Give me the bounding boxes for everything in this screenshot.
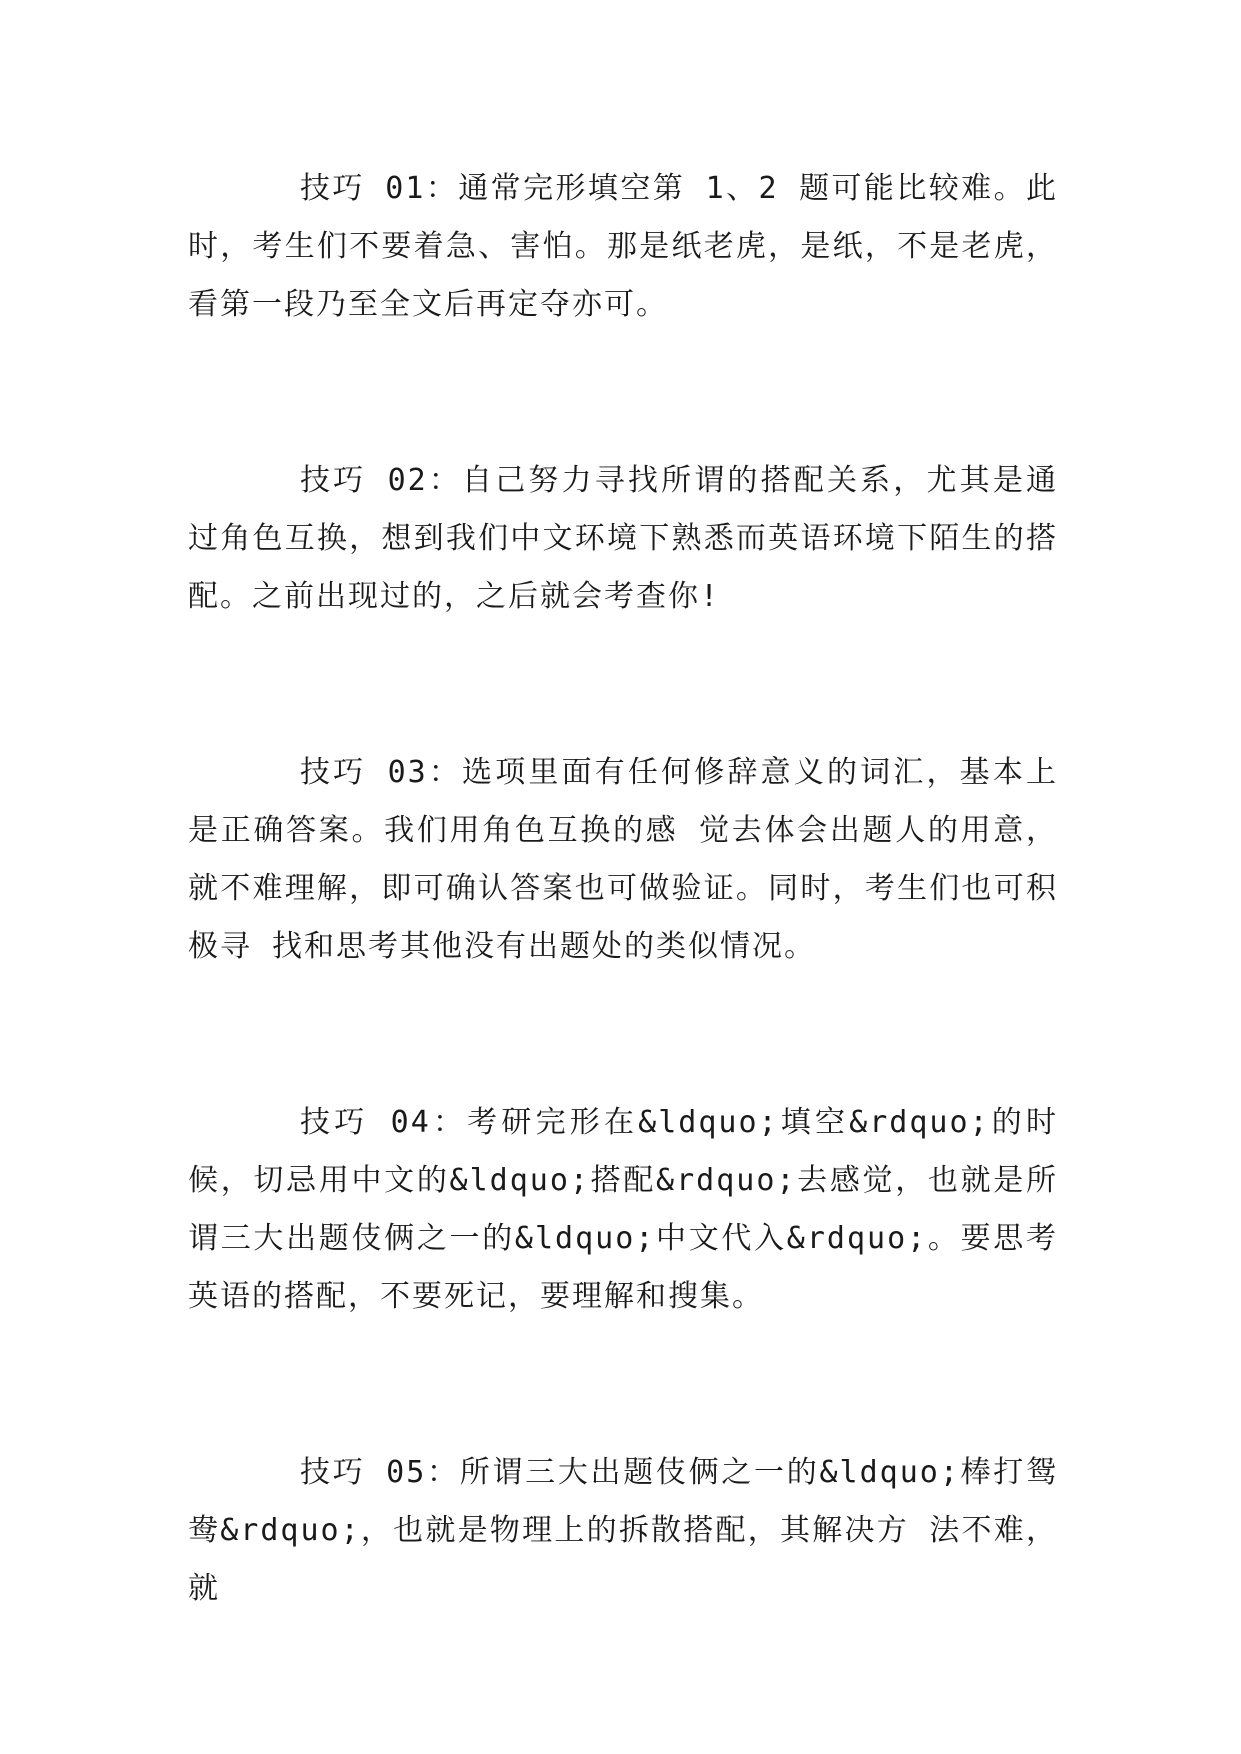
tip-paragraph-02: 技巧 02：自己努力寻找所谓的搭配关系，尤其是通过角色互换，想到我们中文环境下熟悉而英语环境下陌生的搭配。之前出现过的，之后就会考查你! xyxy=(188,463,1058,614)
tip-paragraph-03: 技巧 03：选项里面有任何修辞意义的词汇，基本上是正确答案。我们用角色互换的感 觉去体会出题人的用意，就不难理解，即可确认答案也可做验证。同时，考生们也可积极寻 找和思考其他没有出题处的类似情况。 xyxy=(188,755,1058,964)
tip-paragraph-05: 技巧 05：所谓三大出题伎俩之一的&ldquo;棒打鸳鸯&rdquo;，也就是物理上的拆散搭配，其解决方 法不难，就 xyxy=(188,1455,1058,1606)
tip-paragraph-01: 技巧 01：通常完形填空第 1、2 题可能比较难。此时，考生们不要着急、害怕。那是纸老虎，是纸，不是老虎，看第一段乃至全文后再定夺亦可。 xyxy=(188,171,1058,322)
tip-paragraph-04: 技巧 04：考研完形在&ldquo;填空&rdquo;的时候，切忌用中文的&ldquo;搭配&rdquo;去感觉，也就是所谓三大出题伎俩之一的&ldquo;中文代入&rdquo;。要思考英语的搭配，不要死记，要理解和搜集。 xyxy=(188,1105,1058,1314)
